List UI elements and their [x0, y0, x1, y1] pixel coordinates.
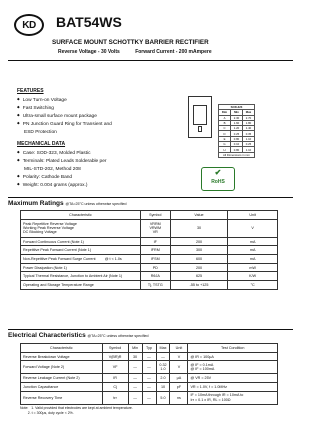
- min-cell: 2.30: [231, 115, 243, 120]
- mechanical-list: [17, 149, 107, 189]
- table-row: [21, 219, 278, 237]
- unit-cell: ns: [170, 391, 188, 404]
- condition-line: Irr = 0.1 x IR, RL = 100Ω: [190, 397, 231, 402]
- table-row: [21, 383, 278, 392]
- package-table-header: Min: [231, 110, 243, 115]
- value-cell: 200: [170, 237, 228, 246]
- mechanical-item: ◆ Polarity: Cathode Band: [17, 173, 107, 181]
- dim-cell: G: [219, 142, 231, 147]
- characteristic-cell: Forward Voltage (Note 2): [21, 361, 103, 374]
- max-cell: 1.80: [243, 120, 255, 125]
- symbol-line: VRWM: [149, 225, 162, 230]
- symbol-cell: IF: [140, 237, 170, 246]
- max-ratings-heading: [8, 200, 127, 207]
- test-condition-cell: @ VR = 25V: [188, 374, 278, 383]
- package-table-title: SOD-323: [219, 105, 255, 110]
- feature-item-continuation: ESD Protection: [24, 130, 57, 136]
- logo-text: KD: [22, 19, 36, 31]
- feature-item: ◆ PN Junction Guard Ring for Transient and: [17, 120, 112, 128]
- symbol-cell: IFRM: [140, 246, 170, 255]
- package-table-header: Max: [243, 110, 255, 115]
- unit-cell: mA: [228, 246, 278, 255]
- unit-cell: mW: [228, 263, 278, 272]
- table-row: [21, 272, 278, 281]
- test-condition-cell: [188, 361, 278, 374]
- unit-cell: V: [170, 361, 188, 374]
- table-row: [21, 391, 278, 404]
- min-cell: 0.25: [231, 131, 243, 136]
- mechanical-item: ◆ Terminals: Plated Leads Solderable per: [17, 157, 107, 165]
- package-table-row: [219, 126, 255, 131]
- condition-line: IF = 10mA through IR = 10mA to: [190, 393, 244, 398]
- package-table-row: [219, 142, 255, 147]
- test-condition-cell: @ IR = 100μA: [188, 352, 278, 361]
- condition-line: @ IF = 100mA: [190, 367, 215, 372]
- table-row: [21, 237, 278, 246]
- package-outline-drawing: [188, 96, 212, 138]
- min-cell: 1.60: [231, 120, 243, 125]
- max-cell: 1.10: [243, 136, 255, 141]
- unit-cell: V: [228, 219, 278, 237]
- table-header: Symbol: [102, 344, 128, 353]
- typ-cell: —: [142, 383, 156, 392]
- min-cell: 0.80: [231, 136, 243, 141]
- table-row: [21, 352, 278, 361]
- max-cell: 0.25: [243, 142, 255, 147]
- condition-line: @ IF = 0.1mA: [190, 362, 214, 367]
- unit-cell: °C: [228, 281, 278, 290]
- max-cell: 10: [156, 383, 170, 392]
- dim-cell: C: [219, 126, 231, 131]
- forward-current-rating: Forward Current - 200 mAmpere: [135, 49, 212, 55]
- characteristic-cell: Operating and Storage Temperature Range: [21, 281, 141, 290]
- dim-cell: A: [219, 115, 231, 120]
- max-cell: 2.0: [156, 374, 170, 383]
- package-table-footer: All Dimensions in mm: [219, 152, 255, 157]
- dim-cell: D: [219, 131, 231, 136]
- mechanical-item: ◆ Weight: 0.004 grams (approx.): [17, 181, 107, 189]
- unit-cell: mA: [228, 255, 278, 264]
- max-cell: —: [156, 352, 170, 361]
- unit-cell: K/W: [228, 272, 278, 281]
- table-header: Max: [156, 344, 170, 353]
- symbol-cell: IR: [102, 374, 128, 383]
- min-cell: —: [128, 391, 142, 404]
- table-header: Unit: [228, 211, 278, 220]
- package-body-shape: [193, 105, 207, 125]
- note-line: 2. t = 300μs, duty cycle < 2%.: [20, 410, 74, 415]
- package-lead-shape: [198, 126, 202, 132]
- characteristic-line: DC Blocking Voltage: [23, 230, 57, 235]
- dim-cell: B: [219, 120, 231, 125]
- max-ratings-divider: [8, 197, 293, 198]
- device-subtitle: SURFACE MOUNT SCHOTTKY BARRIER RECTIFIER: [52, 39, 209, 46]
- max-line: 1.0: [160, 367, 166, 372]
- characteristic-cell: Junction Capacitance: [21, 383, 103, 392]
- electrical-characteristics-table: [20, 343, 278, 405]
- unit-cell: mA: [228, 237, 278, 246]
- dim-cell: E: [219, 136, 231, 141]
- package-dimension-table: [218, 104, 255, 158]
- value-cell: 30: [170, 219, 228, 237]
- table-row: [21, 255, 278, 264]
- table-row: [21, 281, 278, 290]
- table-row: [21, 374, 278, 383]
- symbol-cell: RθJA: [140, 272, 170, 281]
- symbol-cell: [140, 219, 170, 237]
- unit-cell: pF: [170, 383, 188, 392]
- value-cell: 625: [170, 272, 228, 281]
- company-logo: [14, 14, 44, 36]
- table-row: [21, 361, 278, 374]
- characteristic-cell: [21, 219, 141, 237]
- package-table-row: [219, 136, 255, 141]
- package-table-row: [219, 120, 255, 125]
- characteristic-line: Peak Repetitive Reverse Voltage: [23, 221, 77, 226]
- value-cell: 600: [170, 255, 228, 264]
- table-row: [21, 263, 278, 272]
- typ-cell: —: [142, 374, 156, 383]
- max-cell: 0.35: [243, 131, 255, 136]
- max-cell: 2.70: [243, 115, 255, 120]
- symbol-cell: PD: [140, 263, 170, 272]
- max-cell: 5.0: [156, 391, 170, 404]
- table-header: Typ: [142, 344, 156, 353]
- typ-cell: —: [142, 391, 156, 404]
- symbol-line: VR: [152, 230, 158, 235]
- symbol-cell: Cj: [102, 383, 128, 392]
- symbol-cell: IFSM: [140, 255, 170, 264]
- characteristic-cell: Power Dissipation (Note 1): [21, 263, 141, 272]
- table-header: Symbol: [140, 211, 170, 220]
- characteristic-cell: Forward Continuous Current (Note 1): [21, 237, 141, 246]
- characteristic-cell: Reverse Leakage Current (Note 2): [21, 374, 103, 383]
- feature-item: ◆ Ultra-small surface mount package: [17, 112, 112, 120]
- header-divider: [8, 60, 293, 61]
- package-table-row: [219, 115, 255, 120]
- characteristic-cell: Typical Thermal Resistance, Junction to Ambient Air (Note 1): [21, 272, 141, 281]
- mechanical-item: ◆ Case: SOD-323, Molded Plastic: [17, 149, 107, 157]
- rohs-badge: [201, 167, 235, 191]
- symbol-cell: Tj, TSTG: [140, 281, 170, 290]
- mechanical-heading: MECHANICAL DATA: [17, 141, 66, 147]
- min-cell: —: [128, 361, 142, 374]
- characteristic-cell: Reverse Recovery Time: [21, 391, 103, 404]
- unit-cell: V: [170, 352, 188, 361]
- features-list: [17, 96, 112, 136]
- feature-item: ◆ Fast Switching: [17, 104, 112, 112]
- min-cell: 30: [128, 352, 142, 361]
- features-heading: FEATURES: [17, 88, 44, 94]
- table-header: Test Condition: [188, 344, 278, 353]
- max-ratings-condition: @TA=25°C unless otherwise specified: [65, 202, 127, 206]
- electrical-heading: [8, 332, 149, 339]
- package-table-header: Dim: [219, 110, 231, 115]
- max-cell: [156, 361, 170, 374]
- typ-cell: —: [142, 352, 156, 361]
- min-cell: 0.80: [231, 147, 243, 152]
- package-table-row: [219, 131, 255, 136]
- rohs-label: RoHS: [211, 179, 225, 185]
- dim-cell: H: [219, 147, 231, 152]
- max-cell: 1.40: [243, 126, 255, 131]
- mechanical-item-continuation: MIL-STD-202, Method 208: [24, 167, 81, 173]
- value-cell: -55 to +125: [170, 281, 228, 290]
- table-header: Unit: [170, 344, 188, 353]
- value-cell: 200: [170, 263, 228, 272]
- headline-ratings: [58, 49, 226, 55]
- feature-item: ◆ Low Turn-on Voltage: [17, 96, 112, 104]
- unit-cell: μA: [170, 374, 188, 383]
- package-table-row: [219, 147, 255, 152]
- symbol-cell: VF: [102, 361, 128, 374]
- table-header: Value: [170, 211, 228, 220]
- max-ratings-title: Maximum Ratings: [8, 200, 64, 207]
- table-header: Characteristic: [21, 211, 141, 220]
- electrical-title: Electrical Characteristics: [8, 332, 86, 339]
- characteristic-cell: Repetitive Peak Forward Current (Note 1): [21, 246, 141, 255]
- value-cell: 300: [170, 246, 228, 255]
- characteristic-cell: Reverse Breakdown Voltage: [21, 352, 103, 361]
- typ-cell: —: [142, 361, 156, 374]
- test-condition-cell: VR = 1.0V, f = 1.0MHz: [188, 383, 278, 392]
- symbol-cell: trr: [102, 391, 128, 404]
- symbol-line: VRRM: [149, 221, 161, 226]
- table-row: [21, 246, 278, 255]
- min-cell: —: [128, 383, 142, 392]
- footnotes: [20, 406, 133, 415]
- reverse-voltage-rating: Reverse Voltage - 30 Volts: [58, 49, 120, 55]
- max-ratings-table: [20, 210, 278, 290]
- characteristic-cell: Non-Repetitive Peak Forward Surge Current @ t < 1.0s: [21, 255, 141, 264]
- test-condition-cell: [188, 391, 278, 404]
- part-number-title: BAT54WS: [56, 14, 122, 30]
- electrical-divider: [8, 329, 293, 330]
- characteristic-line: Working Peak Reverse Voltage: [23, 225, 74, 230]
- max-cell: 1.10: [243, 147, 255, 152]
- min-cell: 1.20: [231, 126, 243, 131]
- min-cell: 0.10: [231, 142, 243, 147]
- symbol-cell: V(BR)R: [102, 352, 128, 361]
- rohs-check-icon: ✔: [214, 168, 222, 177]
- max-line: 0.32: [159, 362, 167, 367]
- table-header: Min: [128, 344, 142, 353]
- min-cell: —: [128, 374, 142, 383]
- table-header: Characteristic: [21, 344, 103, 353]
- note-line: Note: 1. Valid provided that electrodes are kept at ambient temperature.: [20, 406, 133, 410]
- electrical-condition: @TA=25°C unless otherwise specified: [87, 334, 149, 338]
